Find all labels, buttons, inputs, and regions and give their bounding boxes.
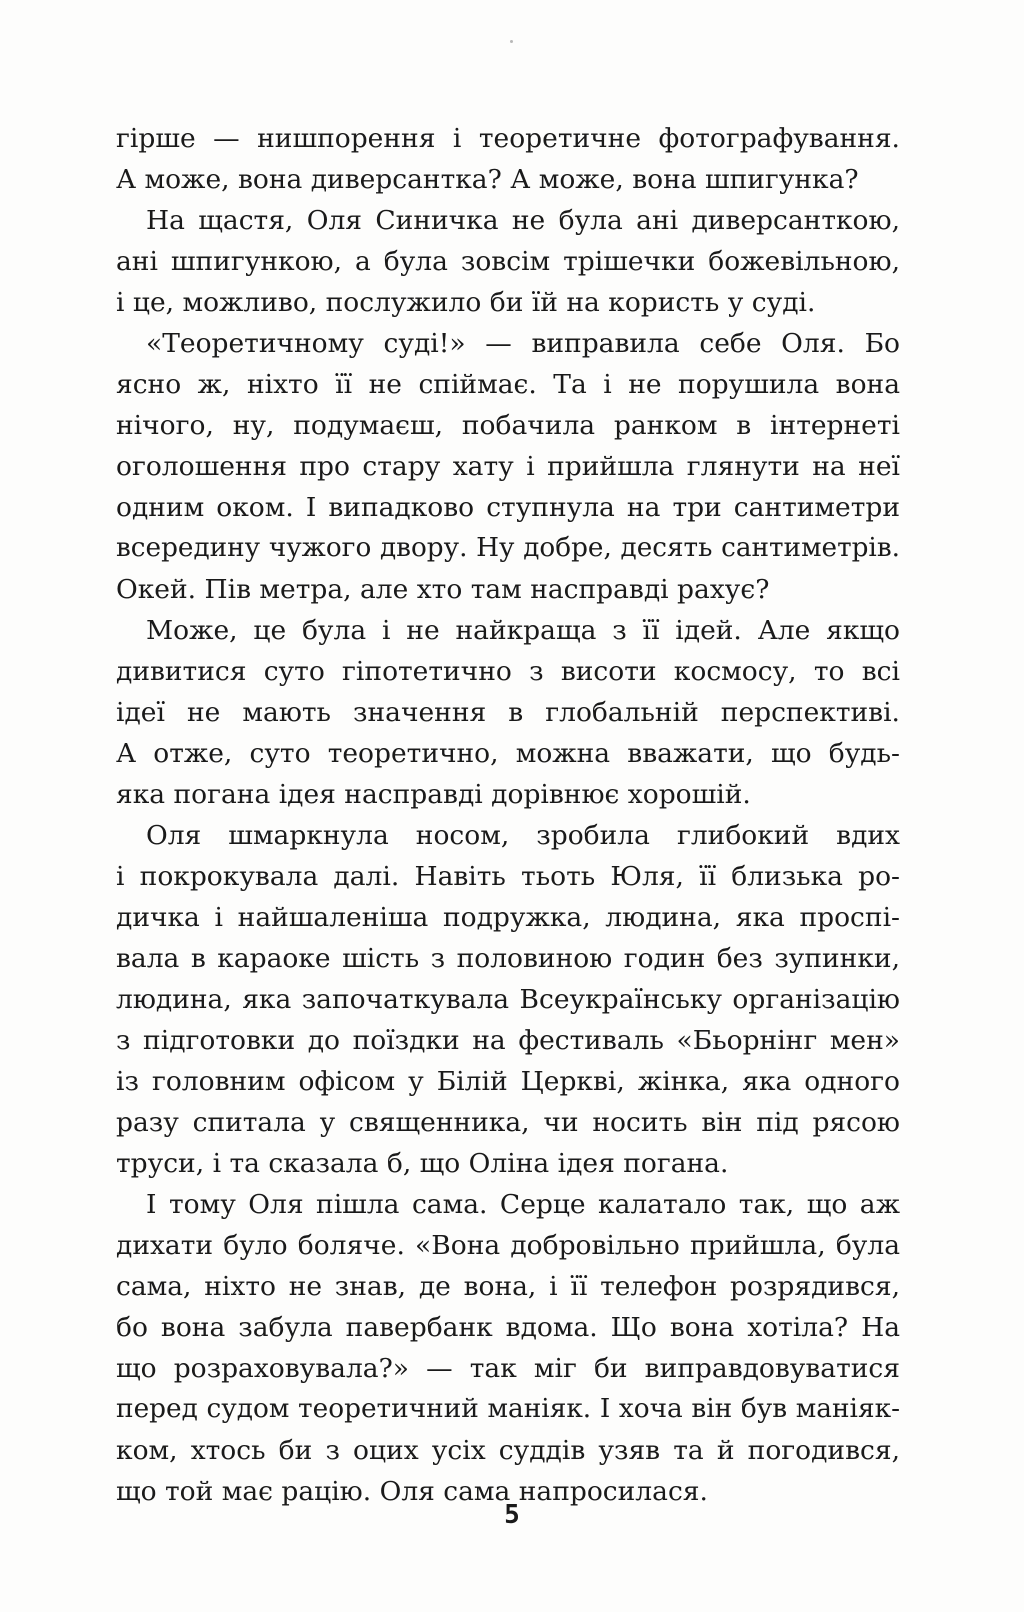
text-line: що той має рацію. Оля сама напросилася. xyxy=(116,1476,708,1507)
text-line: І тому Оля пішла сама. Серце калатало так, що аж xyxy=(146,1189,900,1220)
paragraph xyxy=(116,610,900,815)
text-line: ком, хтось би з оцих усіх суддів узяв та й погодився, xyxy=(116,1435,900,1466)
text-line: нічого, ну, подумаєш, побачила ранком в інтернеті xyxy=(116,410,900,441)
text-line: вала в караоке шість з половиною годин без зупинки, xyxy=(116,943,900,974)
text-line: і покрокувала далі. Навіть тьоть Юля, її близька ро- xyxy=(116,861,900,892)
body-text xyxy=(116,118,900,1512)
text-line: одним оком. І випадково ступнула на три сантиметри xyxy=(116,492,900,523)
text-line: гірше — нишпорення і теоретичне фотографування. xyxy=(116,123,900,154)
text-line: із головним офісом у Білій Церкві, жінка, яка одного xyxy=(116,1066,900,1097)
text-line: На щастя, Оля Синичка не була ані диверсанткою, xyxy=(146,205,900,236)
text-line: «Теоретичному суді!» — виправила себе Оля. Бо xyxy=(146,328,900,359)
paper-speck xyxy=(510,40,513,43)
text-line: А отже, суто теоретично, можна вважати, що будь- xyxy=(116,738,900,769)
text-line: бо вона забула павербанк вдома. Що вона хотіла? На xyxy=(116,1312,900,1343)
text-line: разу спитала у священника, чи носить він під рясою xyxy=(116,1107,900,1138)
text-line: що розраховувала?» — так міг би виправдовуватися xyxy=(116,1353,900,1384)
paragraph xyxy=(116,323,900,610)
text-line: Може, це була і не найкраща з її ідей. Але якщо xyxy=(146,615,900,646)
text-line: дивитися суто гіпотетично з висоти космосу, то всі xyxy=(116,656,900,687)
text-line: Окей. Пів метра, але хто там насправді рахує? xyxy=(116,574,770,605)
text-line: ідеї не мають значення в глобальній перспективі. xyxy=(116,697,900,728)
paragraph xyxy=(116,200,900,323)
text-line: з підготовки до поїздки на фестиваль «Бьорнінг мен» xyxy=(116,1025,900,1056)
paragraph xyxy=(116,118,900,200)
text-line: оголошення про стару хату і прийшла глянути на неї xyxy=(116,451,900,482)
text-line: сама, ніхто не знав, де вона, і її телефон розрядився, xyxy=(116,1271,900,1302)
page-number: 5 xyxy=(504,1500,520,1530)
text-line: дихати було боляче. «Вона добровільно прийшла, була xyxy=(116,1230,900,1261)
text-line: ясно ж, ніхто її не спіймає. Та і не порушила вона xyxy=(116,369,900,400)
text-line: всередину чужого двору. Ну добре, десять сантиметрів. xyxy=(116,533,900,563)
text-line: Оля шмаркнула носом, зробила глибокий вдих xyxy=(146,820,900,851)
text-line: ані шпигункою, а була зовсім трішечки божевільною, xyxy=(116,246,900,277)
paragraph xyxy=(116,815,900,1184)
text-line: дичка і найшаленіша подружка, людина, яка проспі- xyxy=(116,902,900,933)
text-line: труси, і та сказала б, що Оліна ідея погана. xyxy=(116,1148,729,1179)
text-line: А може, вона диверсантка? А може, вона шпигунка? xyxy=(116,164,859,195)
text-line: перед судом теоретичний маніяк. І хоча він був маніяк- xyxy=(116,1394,900,1424)
text-line: яка погана ідея насправді дорівнює хорошій. xyxy=(116,779,751,810)
text-line: і це, можливо, послужило би їй на користь у суді. xyxy=(116,287,816,318)
text-line: людина, яка започаткувала Всеукраїнську організацію xyxy=(116,984,900,1015)
paragraph xyxy=(116,1184,900,1512)
